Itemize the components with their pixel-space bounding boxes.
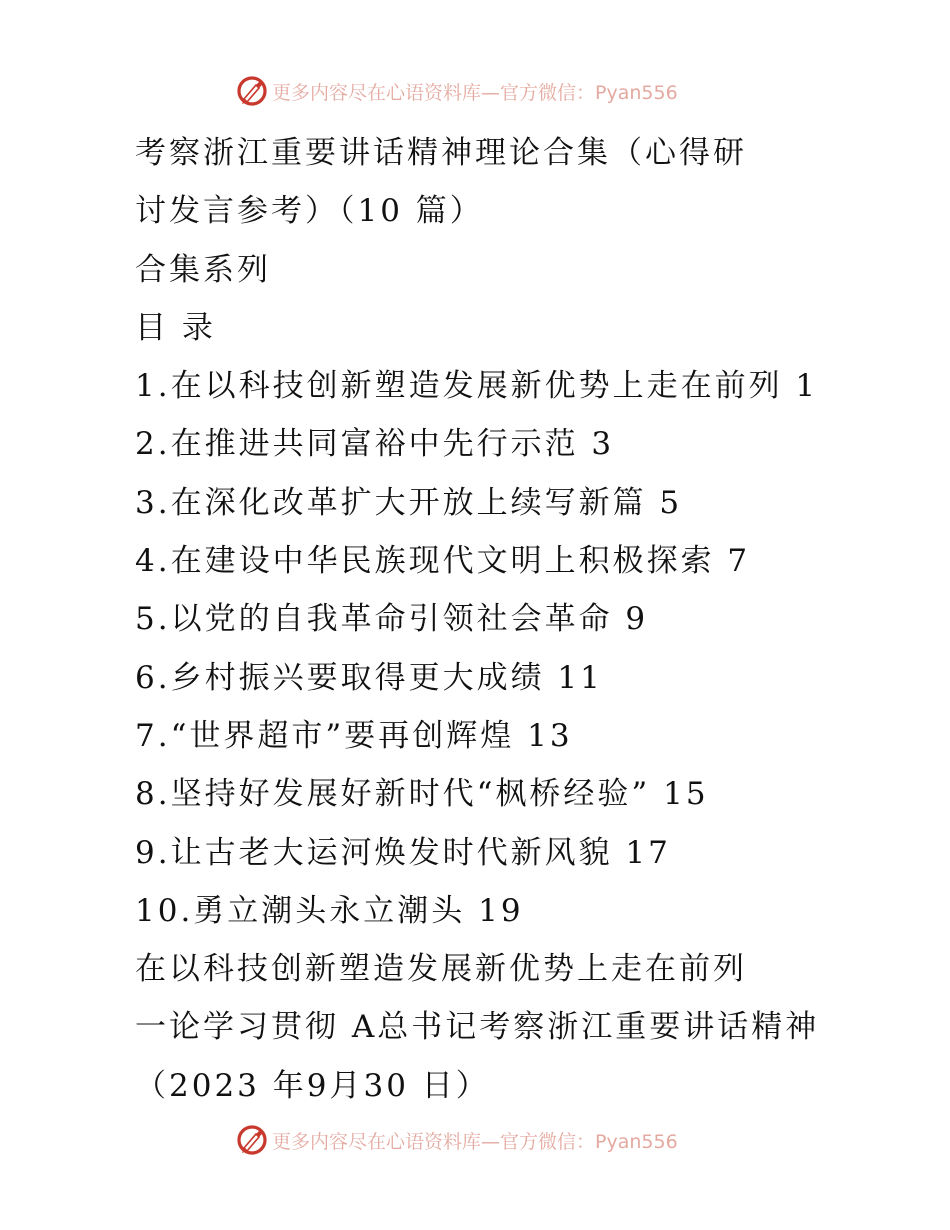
toc-item: 4.在建设中华民族现代文明上积极探索 7 xyxy=(135,543,751,580)
document-title-line-1: 考察浙江重要讲话精神理论合集（心得研 xyxy=(135,135,747,171)
table-of-contents xyxy=(135,357,935,940)
document-body xyxy=(135,124,935,1115)
toc-item: 9.让古老大运河焕发时代新风貌 17 xyxy=(135,834,671,871)
toc-item: 8.坚持好发展好新时代“枫桥经验” 15 xyxy=(135,776,709,813)
toc-item: 5.以党的自我革命引领社会革命 9 xyxy=(135,601,649,638)
document-title-line-2: 讨发言参考）（10 篇） xyxy=(135,193,484,230)
article-date: （2023 年9月30 日） xyxy=(135,1067,490,1104)
watermark-header xyxy=(236,74,678,108)
watermark-text: 更多内容尽在心语资料库—官方微信：Pyan556 xyxy=(272,1130,678,1153)
pen-logo-icon xyxy=(236,75,268,107)
toc-item: 10.勇立潮头永立潮头 19 xyxy=(135,892,524,929)
article-subtitle: 一论学习贯彻 A总书记考察浙江重要讲话精神 xyxy=(135,1009,820,1046)
toc-heading: 目 录 xyxy=(135,309,216,346)
watermark-text: 更多内容尽在心语资料库—官方微信：Pyan556 xyxy=(272,81,678,104)
series-label: 合集系列 xyxy=(135,251,271,288)
pen-logo-icon xyxy=(236,1124,268,1156)
toc-item: 2.在推进共同富裕中先行示范 3 xyxy=(135,426,615,463)
article-title: 在以科技创新塑造发展新优势上走在前列 xyxy=(135,951,747,988)
toc-item: 1.在以科技创新塑造发展新优势上走在前列 1 xyxy=(135,368,819,405)
toc-item: 3.在深化改革扩大开放上续写新篇 5 xyxy=(135,484,683,521)
toc-item: 7.“世界超市”要再创辉煌 13 xyxy=(135,717,573,754)
toc-item: 6.乡村振兴要取得更大成绩 11 xyxy=(135,659,603,696)
watermark-footer xyxy=(236,1123,678,1157)
